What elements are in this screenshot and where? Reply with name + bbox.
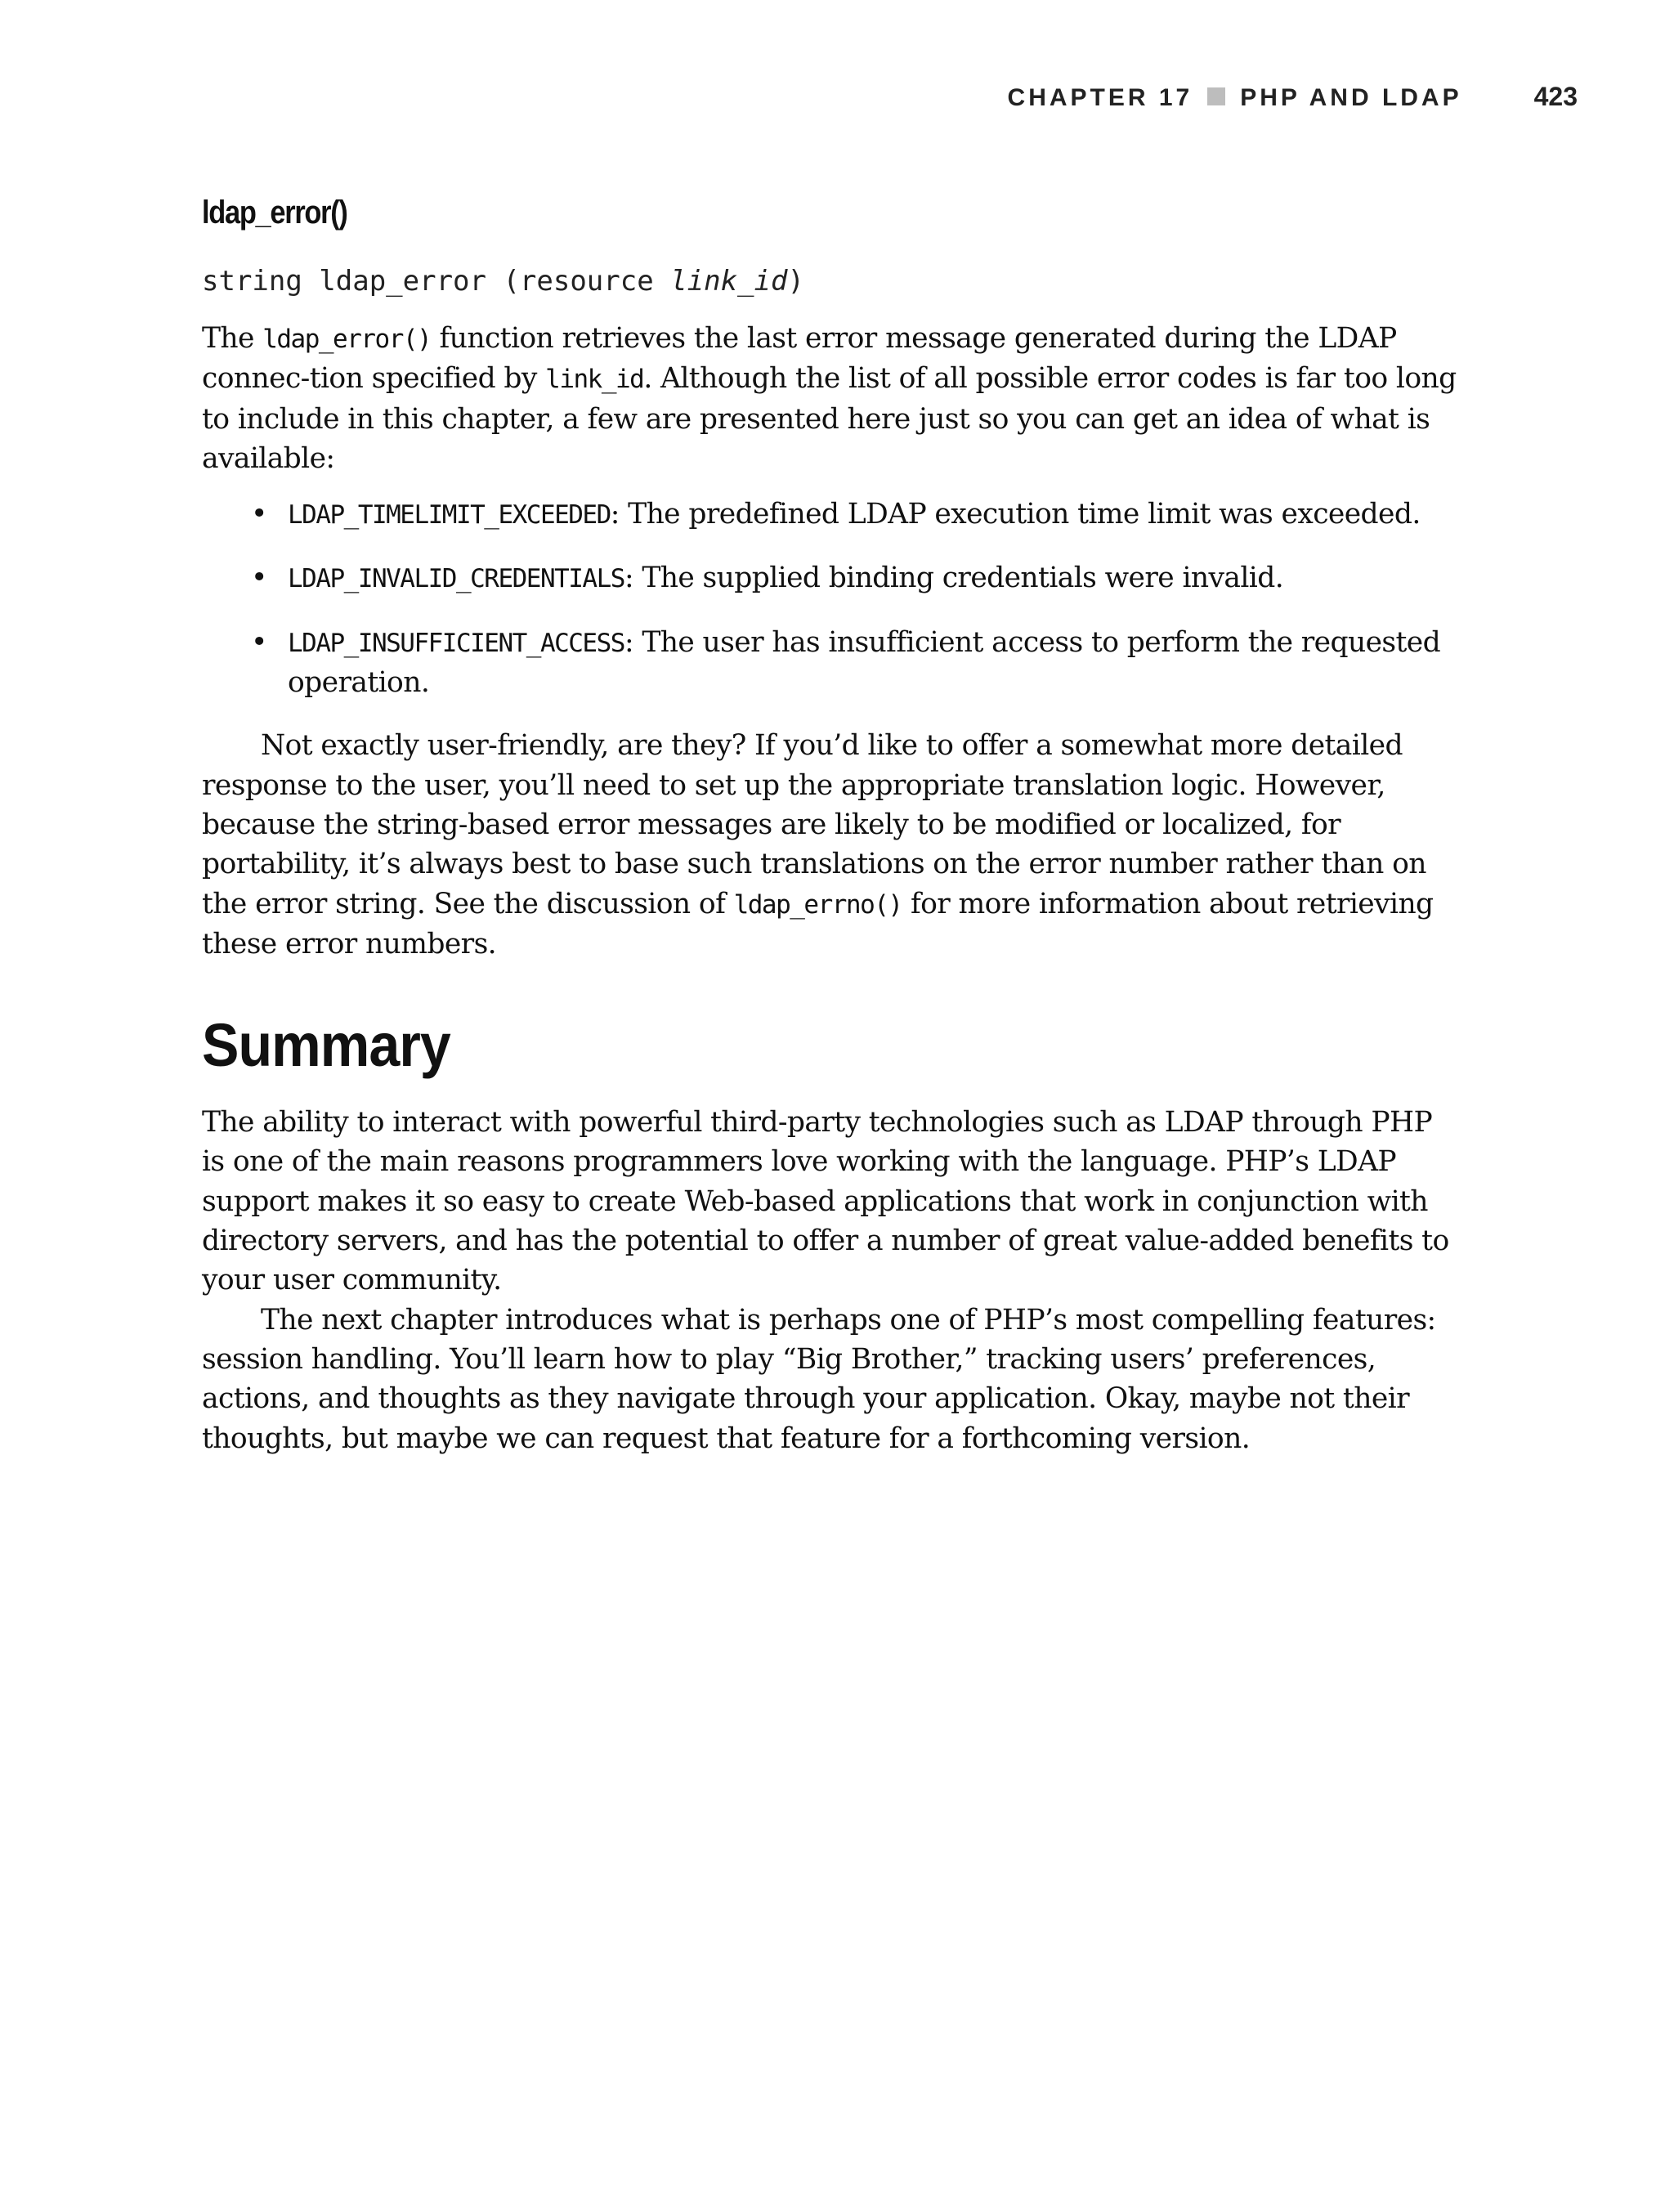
signature-param: link_id — [670, 265, 788, 298]
separator-square-icon — [1207, 87, 1225, 105]
signature-suffix: ) — [787, 265, 804, 298]
error-code-list — [202, 495, 1461, 702]
error-code: LDAP_TIMELIMIT_EXCEEDED — [288, 500, 611, 531]
followup-tail: for more information about retrieving these error numbers. — [202, 887, 1434, 960]
chapter-title: PHP AND LDAP — [1240, 84, 1462, 111]
list-item — [251, 558, 1461, 598]
bullet-icon: • — [251, 498, 267, 531]
summary-heading: Summary — [202, 1011, 450, 1080]
error-description: : The predefined LDAP execution time limit was exceeded. — [610, 498, 1421, 531]
intro-code-link-id: link_id — [545, 365, 644, 395]
bullet-icon: • — [251, 562, 267, 595]
summary-paragraph-2: The next chapter introduces what is perhaps one of PHP’s most compelling features: session handling. You’ll learn how to play “Big Brother,” tracking users’ preferences, actions, and thoughts as they navigate through your application. Okay, maybe not their thoughts, but maybe we can request that feature for a forthcoming version. — [202, 1303, 1436, 1455]
intro-text-3: . Although the list of all possible error codes is far too long to include in this chapter, a few are presented here just so you can get an idea of what is available: — [202, 362, 1457, 475]
chapter-label: CHAPTER 17 — [1007, 84, 1193, 111]
bullet-icon: • — [251, 625, 267, 659]
intro-text-1: The — [202, 322, 263, 355]
error-code: LDAP_INVALID_CREDENTIALS — [288, 564, 624, 594]
function-signature — [202, 262, 1461, 301]
summary-paragraph-1: The ability to interact with powerful third-party technologies such as LDAP through PHP is one of the main reasons programmers love working with the language. PHP’s LDAP support makes it so easy to create Web-based applications that work in conjunction with directory servers, and has the potential to offer a number of great value-added benefits to your user community. — [202, 1106, 1449, 1297]
running-header — [0, 82, 1578, 112]
list-item — [251, 495, 1461, 535]
error-description: : The user has insufficient access to perform the requested operation. — [288, 625, 1441, 700]
followup-code-ldap-errno: ldap_errno() — [733, 889, 902, 920]
list-item — [251, 623, 1461, 703]
function-heading: ldap_error() — [202, 195, 347, 231]
followup-paragraph — [202, 726, 1461, 964]
page-body — [202, 190, 1461, 1458]
error-code: LDAP_INSUFFICIENT_ACCESS — [288, 628, 624, 658]
signature-prefix: string ldap_error (resource — [202, 265, 671, 298]
followup-text: Not exactly user-friendly, are they? If you’d like to offer a somewhat more detailed response to the user, you’ll need to set up the appropriate translation logic. However, because the string-based error messages are likely to be modified or localized, for portability, it’s always best to base such translations on the error number rather than on the error string. See the discussion of — [202, 729, 1426, 920]
error-description: : The supplied binding credentials were invalid. — [624, 562, 1284, 595]
intro-paragraph — [202, 319, 1461, 478]
intro-code-ldap-error: ldap_error() — [262, 325, 432, 354]
page-number: 423 — [1533, 82, 1578, 111]
intro-text-2: function retrieves the last error message generated during the LDAP connec-tion specified by — [202, 322, 1406, 396]
